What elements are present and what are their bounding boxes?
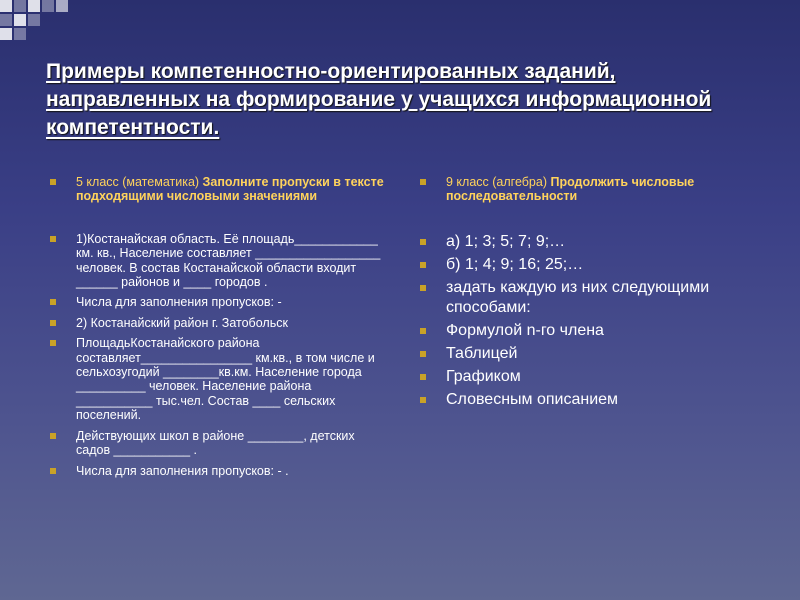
- bullet-icon: [420, 239, 426, 245]
- right-heading-task: Продолжить числовые последовательности: [446, 175, 695, 204]
- list-item: Числа для заполнения пропусков: -: [46, 295, 386, 309]
- list-item: Таблицей: [416, 344, 776, 364]
- bullet-icon: [50, 340, 56, 346]
- left-task-list: [46, 175, 386, 478]
- bullet-icon: [420, 374, 426, 380]
- bullet-icon: [50, 468, 56, 474]
- list-item: задать каждую из них следующими способами:: [416, 278, 776, 318]
- list-item: Графиком: [416, 367, 776, 387]
- slide-title: Примеры компетенностно-ориентированных заданий, направленных на формирование у учащихся информационной компетентности.: [46, 60, 712, 139]
- right-heading-grade: 9 класс (алгебра): [446, 175, 551, 189]
- bullet-icon: [420, 397, 426, 403]
- bullet-icon: [420, 351, 426, 357]
- right-column: [416, 175, 776, 413]
- bullet-icon: [50, 320, 56, 326]
- left-column: [46, 175, 386, 484]
- bullet-icon: [420, 179, 426, 185]
- list-item: 2) Костанайский район г. Затобольск: [46, 316, 386, 330]
- bullet-icon: [50, 299, 56, 305]
- list-item: ПлощадьКостанайского района составляет________________ км.кв., в том числе и сельхозугодий ________кв.км. Население города __________ человек. Население района ___________ тыс.чел. Состав ____ сельских поселений.: [46, 336, 386, 422]
- bullet-icon: [420, 262, 426, 268]
- left-task-heading: [46, 175, 386, 204]
- list-item: 1)Костанайская область. Её площадь____________ км. кв., Население составляет __________________ человек. В состав Костанайской области входит ______ районов и ____ городов .: [46, 232, 386, 290]
- right-task-heading: [416, 175, 776, 204]
- list-item: Формулой n-го члена: [416, 321, 776, 341]
- list-item: Числа для заполнения пропусков: - .: [46, 464, 386, 478]
- list-item: б) 1; 4; 9; 16; 25;…: [416, 255, 776, 275]
- bullet-icon: [50, 236, 56, 242]
- bullet-icon: [420, 328, 426, 334]
- bullet-icon: [50, 179, 56, 185]
- bullet-icon: [50, 433, 56, 439]
- list-item: Словесным описанием: [416, 390, 776, 410]
- left-heading-grade: 5 класс (математика): [76, 175, 203, 189]
- list-item: а) 1; 3; 5; 7; 9;…: [416, 232, 776, 252]
- right-task-list: [416, 175, 776, 410]
- left-heading-task: Заполните пропуски в тексте подходящими числовыми значениями: [76, 175, 384, 204]
- corner-decoration: [0, 0, 80, 50]
- bullet-icon: [420, 285, 426, 291]
- list-item: Действующих школ в районе ________, детских садов ___________ .: [46, 429, 386, 458]
